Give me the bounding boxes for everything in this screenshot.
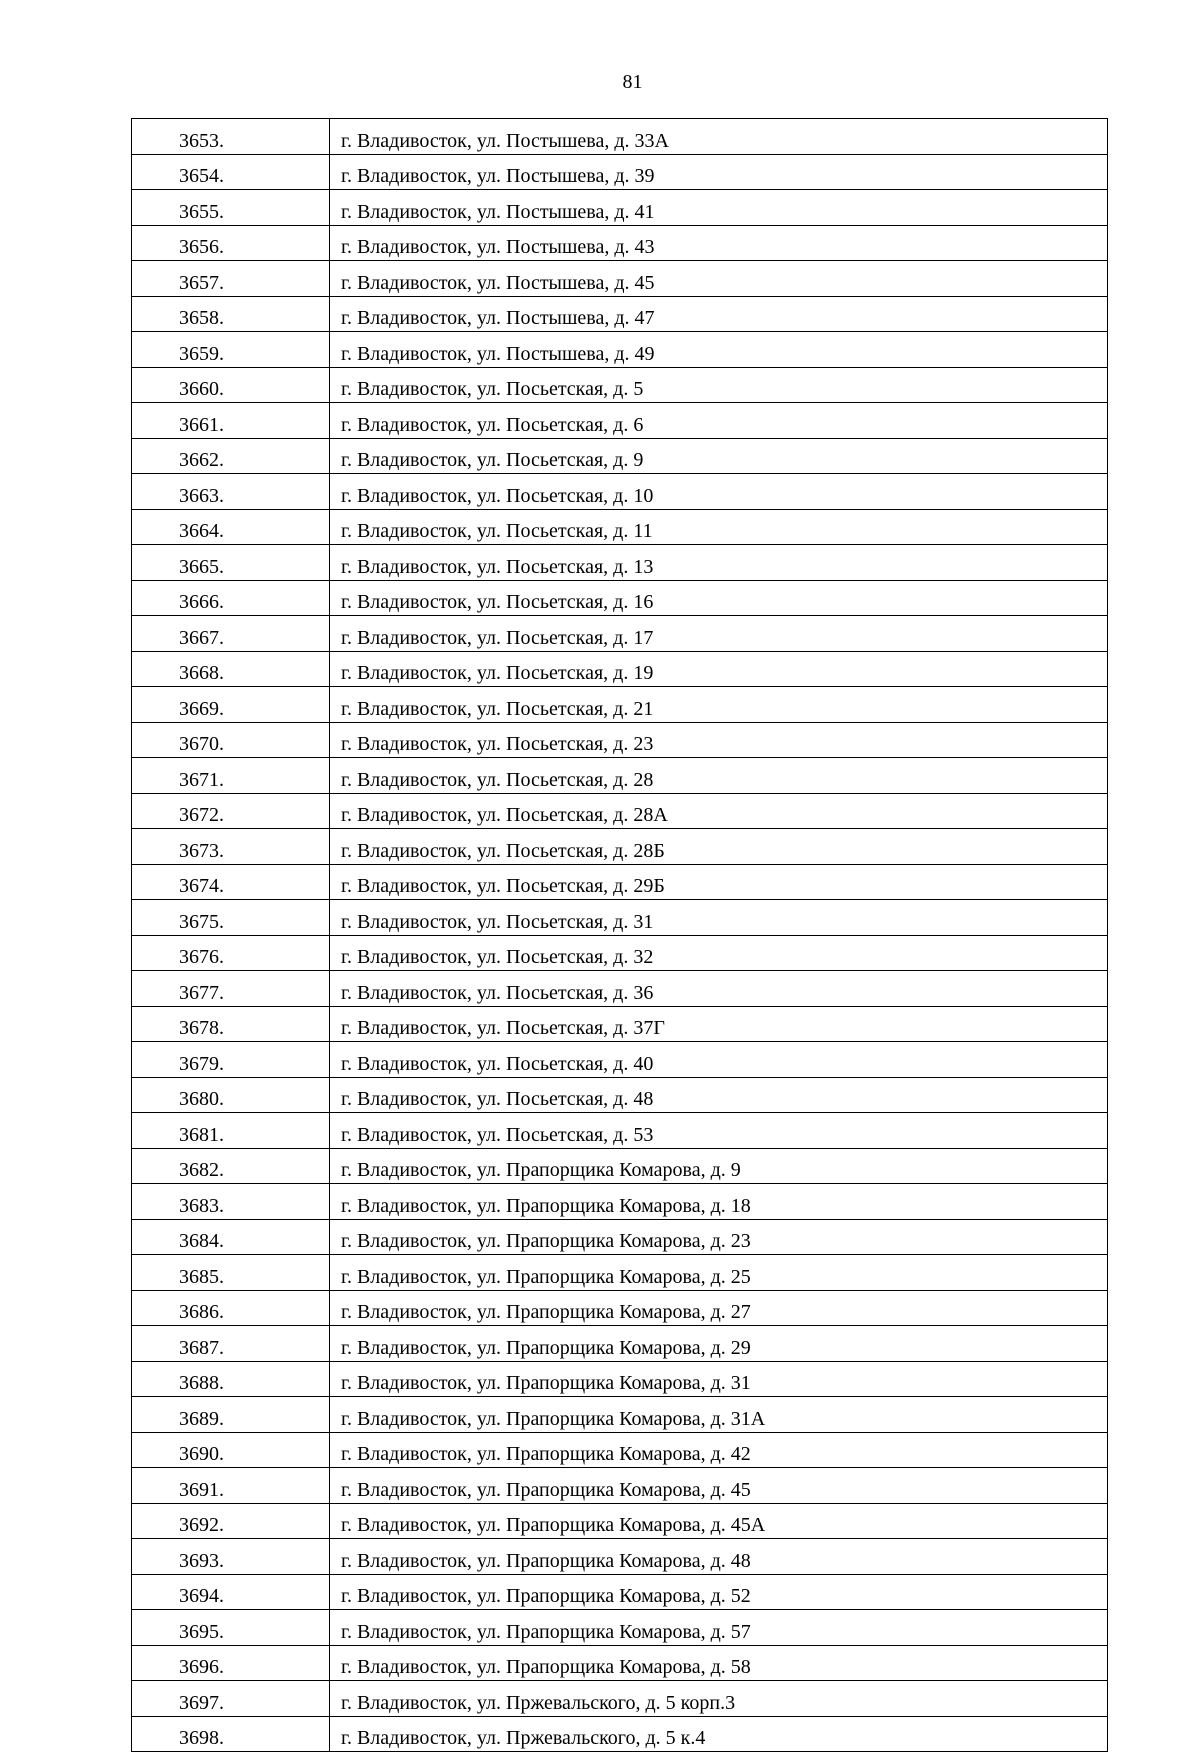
table-row bbox=[132, 1716, 1108, 1752]
table-row bbox=[132, 1610, 1108, 1646]
row-number: 3677. bbox=[132, 971, 330, 1007]
row-number: 3666. bbox=[132, 580, 330, 616]
row-address: г. Владивосток, ул. Постышева, д. 39 bbox=[330, 154, 1108, 190]
row-address: г. Владивосток, ул. Посьетская, д. 28 bbox=[330, 758, 1108, 794]
row-number: 3673. bbox=[132, 829, 330, 865]
row-number: 3668. bbox=[132, 651, 330, 687]
row-address: г. Владивосток, ул. Прапорщика Комарова, д. 57 bbox=[330, 1610, 1108, 1646]
row-number: 3661. bbox=[132, 403, 330, 439]
row-number: 3658. bbox=[132, 296, 330, 332]
row-address: г. Владивосток, ул. Постышева, д. 49 bbox=[330, 332, 1108, 368]
table-row bbox=[132, 1645, 1108, 1681]
row-number: 3693. bbox=[132, 1539, 330, 1575]
row-address: г. Владивосток, ул. Посьетская, д. 10 bbox=[330, 474, 1108, 510]
row-address: г. Владивосток, ул. Посьетская, д. 5 bbox=[330, 367, 1108, 403]
row-address: г. Владивосток, ул. Посьетская, д. 40 bbox=[330, 1042, 1108, 1078]
row-number: 3675. bbox=[132, 900, 330, 936]
row-address: г. Владивосток, ул. Прапорщика Комарова, д. 18 bbox=[330, 1184, 1108, 1220]
table-row bbox=[132, 1468, 1108, 1504]
table-row bbox=[132, 1148, 1108, 1184]
row-address: г. Владивосток, ул. Посьетская, д. 11 bbox=[330, 509, 1108, 545]
row-number: 3687. bbox=[132, 1326, 330, 1362]
table-row bbox=[132, 1397, 1108, 1433]
row-number: 3656. bbox=[132, 225, 330, 261]
table-row bbox=[132, 580, 1108, 616]
row-address: г. Владивосток, ул. Прапорщика Комарова, д. 45 bbox=[330, 1468, 1108, 1504]
row-address: г. Владивосток, ул. Прапорщика Комарова, д. 29 bbox=[330, 1326, 1108, 1362]
row-address: г. Владивосток, ул. Прапорщика Комарова, д. 52 bbox=[330, 1574, 1108, 1610]
row-number: 3665. bbox=[132, 545, 330, 581]
row-number: 3694. bbox=[132, 1574, 330, 1610]
row-address: г. Владивосток, ул. Прапорщика Комарова, д. 9 bbox=[330, 1148, 1108, 1184]
row-address: г. Владивосток, ул. Посьетская, д. 31 bbox=[330, 900, 1108, 936]
table-row bbox=[132, 722, 1108, 758]
table-row bbox=[132, 296, 1108, 332]
row-number: 3698. bbox=[132, 1716, 330, 1752]
row-address: г. Владивосток, ул. Посьетская, д. 32 bbox=[330, 935, 1108, 971]
table-row bbox=[132, 261, 1108, 297]
table-row bbox=[132, 119, 1108, 155]
table-row bbox=[132, 687, 1108, 723]
table-row bbox=[132, 1361, 1108, 1397]
row-address: г. Владивосток, ул. Прапорщика Комарова, д. 25 bbox=[330, 1255, 1108, 1291]
row-number: 3667. bbox=[132, 616, 330, 652]
row-number: 3692. bbox=[132, 1503, 330, 1539]
row-address: г. Владивосток, ул. Прапорщика Комарова, д. 48 bbox=[330, 1539, 1108, 1575]
row-number: 3664. bbox=[132, 509, 330, 545]
row-address: г. Владивосток, ул. Посьетская, д. 19 bbox=[330, 651, 1108, 687]
row-address: г. Владивосток, ул. Посьетская, д. 9 bbox=[330, 438, 1108, 474]
row-number: 3684. bbox=[132, 1219, 330, 1255]
table-row bbox=[132, 154, 1108, 190]
row-address: г. Владивосток, ул. Пржевальского, д. 5 к.4 bbox=[330, 1716, 1108, 1752]
row-number: 3663. bbox=[132, 474, 330, 510]
table-row bbox=[132, 190, 1108, 226]
row-number: 3680. bbox=[132, 1077, 330, 1113]
row-address: г. Владивосток, ул. Прапорщика Комарова, д. 23 bbox=[330, 1219, 1108, 1255]
row-address: г. Владивосток, ул. Посьетская, д. 6 bbox=[330, 403, 1108, 439]
table-row bbox=[132, 367, 1108, 403]
row-address: г. Владивосток, ул. Посьетская, д. 23 bbox=[330, 722, 1108, 758]
table-row bbox=[132, 545, 1108, 581]
row-number: 3659. bbox=[132, 332, 330, 368]
table-row bbox=[132, 1042, 1108, 1078]
table-row bbox=[132, 1113, 1108, 1149]
table-row bbox=[132, 1006, 1108, 1042]
row-number: 3686. bbox=[132, 1290, 330, 1326]
table-row bbox=[132, 403, 1108, 439]
row-address: г. Владивосток, ул. Посьетская, д. 28Б bbox=[330, 829, 1108, 865]
table-row bbox=[132, 935, 1108, 971]
table-row bbox=[132, 651, 1108, 687]
row-address: г. Владивосток, ул. Пржевальского, д. 5 корп.3 bbox=[330, 1681, 1108, 1717]
row-address: г. Владивосток, ул. Посьетская, д. 16 bbox=[330, 580, 1108, 616]
table-row bbox=[132, 1432, 1108, 1468]
row-number: 3679. bbox=[132, 1042, 330, 1078]
row-address: г. Владивосток, ул. Прапорщика Комарова, д. 31 bbox=[330, 1361, 1108, 1397]
row-number: 3696. bbox=[132, 1645, 330, 1681]
row-number: 3690. bbox=[132, 1432, 330, 1468]
row-number: 3682. bbox=[132, 1148, 330, 1184]
table-row bbox=[132, 1184, 1108, 1220]
row-number: 3678. bbox=[132, 1006, 330, 1042]
row-address: г. Владивосток, ул. Постышева, д. 33А bbox=[330, 119, 1108, 155]
table-row bbox=[132, 1326, 1108, 1362]
table-row bbox=[132, 1539, 1108, 1575]
table-row bbox=[132, 1219, 1108, 1255]
row-number: 3672. bbox=[132, 793, 330, 829]
row-number: 3697. bbox=[132, 1681, 330, 1717]
row-number: 3654. bbox=[132, 154, 330, 190]
table-row bbox=[132, 971, 1108, 1007]
row-number: 3688. bbox=[132, 1361, 330, 1397]
row-address: г. Владивосток, ул. Прапорщика Комарова, д. 45А bbox=[330, 1503, 1108, 1539]
table-row bbox=[132, 864, 1108, 900]
row-number: 3669. bbox=[132, 687, 330, 723]
row-address: г. Владивосток, ул. Постышева, д. 47 bbox=[330, 296, 1108, 332]
table-row bbox=[132, 1503, 1108, 1539]
row-address: г. Владивосток, ул. Посьетская, д. 37Г bbox=[330, 1006, 1108, 1042]
table-row bbox=[132, 793, 1108, 829]
address-table bbox=[131, 118, 1108, 1752]
row-address: г. Владивосток, ул. Посьетская, д. 48 bbox=[330, 1077, 1108, 1113]
row-address: г. Владивосток, ул. Прапорщика Комарова, д. 27 bbox=[330, 1290, 1108, 1326]
row-address: г. Владивосток, ул. Прапорщика Комарова, д. 58 bbox=[330, 1645, 1108, 1681]
row-address: г. Владивосток, ул. Прапорщика Комарова, д. 42 bbox=[330, 1432, 1108, 1468]
table-row bbox=[132, 829, 1108, 865]
row-address: г. Владивосток, ул. Посьетская, д. 36 bbox=[330, 971, 1108, 1007]
table-row bbox=[132, 1255, 1108, 1291]
table-row bbox=[132, 332, 1108, 368]
row-number: 3655. bbox=[132, 190, 330, 226]
row-address: г. Владивосток, ул. Посьетская, д. 13 bbox=[330, 545, 1108, 581]
row-number: 3695. bbox=[132, 1610, 330, 1646]
table-row bbox=[132, 474, 1108, 510]
row-number: 3671. bbox=[132, 758, 330, 794]
row-number: 3674. bbox=[132, 864, 330, 900]
table-row bbox=[132, 509, 1108, 545]
row-number: 3653. bbox=[132, 119, 330, 155]
table-row bbox=[132, 1681, 1108, 1717]
row-address: г. Владивосток, ул. Посьетская, д. 53 bbox=[330, 1113, 1108, 1149]
row-number: 3685. bbox=[132, 1255, 330, 1291]
table-row bbox=[132, 438, 1108, 474]
row-number: 3662. bbox=[132, 438, 330, 474]
row-number: 3681. bbox=[132, 1113, 330, 1149]
row-address: г. Владивосток, ул. Прапорщика Комарова, д. 31А bbox=[330, 1397, 1108, 1433]
row-address: г. Владивосток, ул. Постышева, д. 41 bbox=[330, 190, 1108, 226]
table-row bbox=[132, 900, 1108, 936]
row-address: г. Владивосток, ул. Посьетская, д. 17 bbox=[330, 616, 1108, 652]
table-row bbox=[132, 1574, 1108, 1610]
table-row bbox=[132, 616, 1108, 652]
row-number: 3670. bbox=[132, 722, 330, 758]
row-address: г. Владивосток, ул. Постышева, д. 45 bbox=[330, 261, 1108, 297]
table-row bbox=[132, 1077, 1108, 1113]
row-number: 3657. bbox=[132, 261, 330, 297]
table-row bbox=[132, 1290, 1108, 1326]
row-number: 3691. bbox=[132, 1468, 330, 1504]
page-number: 81 bbox=[622, 71, 643, 93]
row-number: 3689. bbox=[132, 1397, 330, 1433]
row-address: г. Владивосток, ул. Посьетская, д. 21 bbox=[330, 687, 1108, 723]
table-row bbox=[132, 225, 1108, 261]
table-row bbox=[132, 758, 1108, 794]
address-table-body bbox=[132, 119, 1108, 1752]
row-address: г. Владивосток, ул. Посьетская, д. 28А bbox=[330, 793, 1108, 829]
row-number: 3660. bbox=[132, 367, 330, 403]
row-number: 3676. bbox=[132, 935, 330, 971]
row-address: г. Владивосток, ул. Постышева, д. 43 bbox=[330, 225, 1108, 261]
row-address: г. Владивосток, ул. Посьетская, д. 29Б bbox=[330, 864, 1108, 900]
row-number: 3683. bbox=[132, 1184, 330, 1220]
